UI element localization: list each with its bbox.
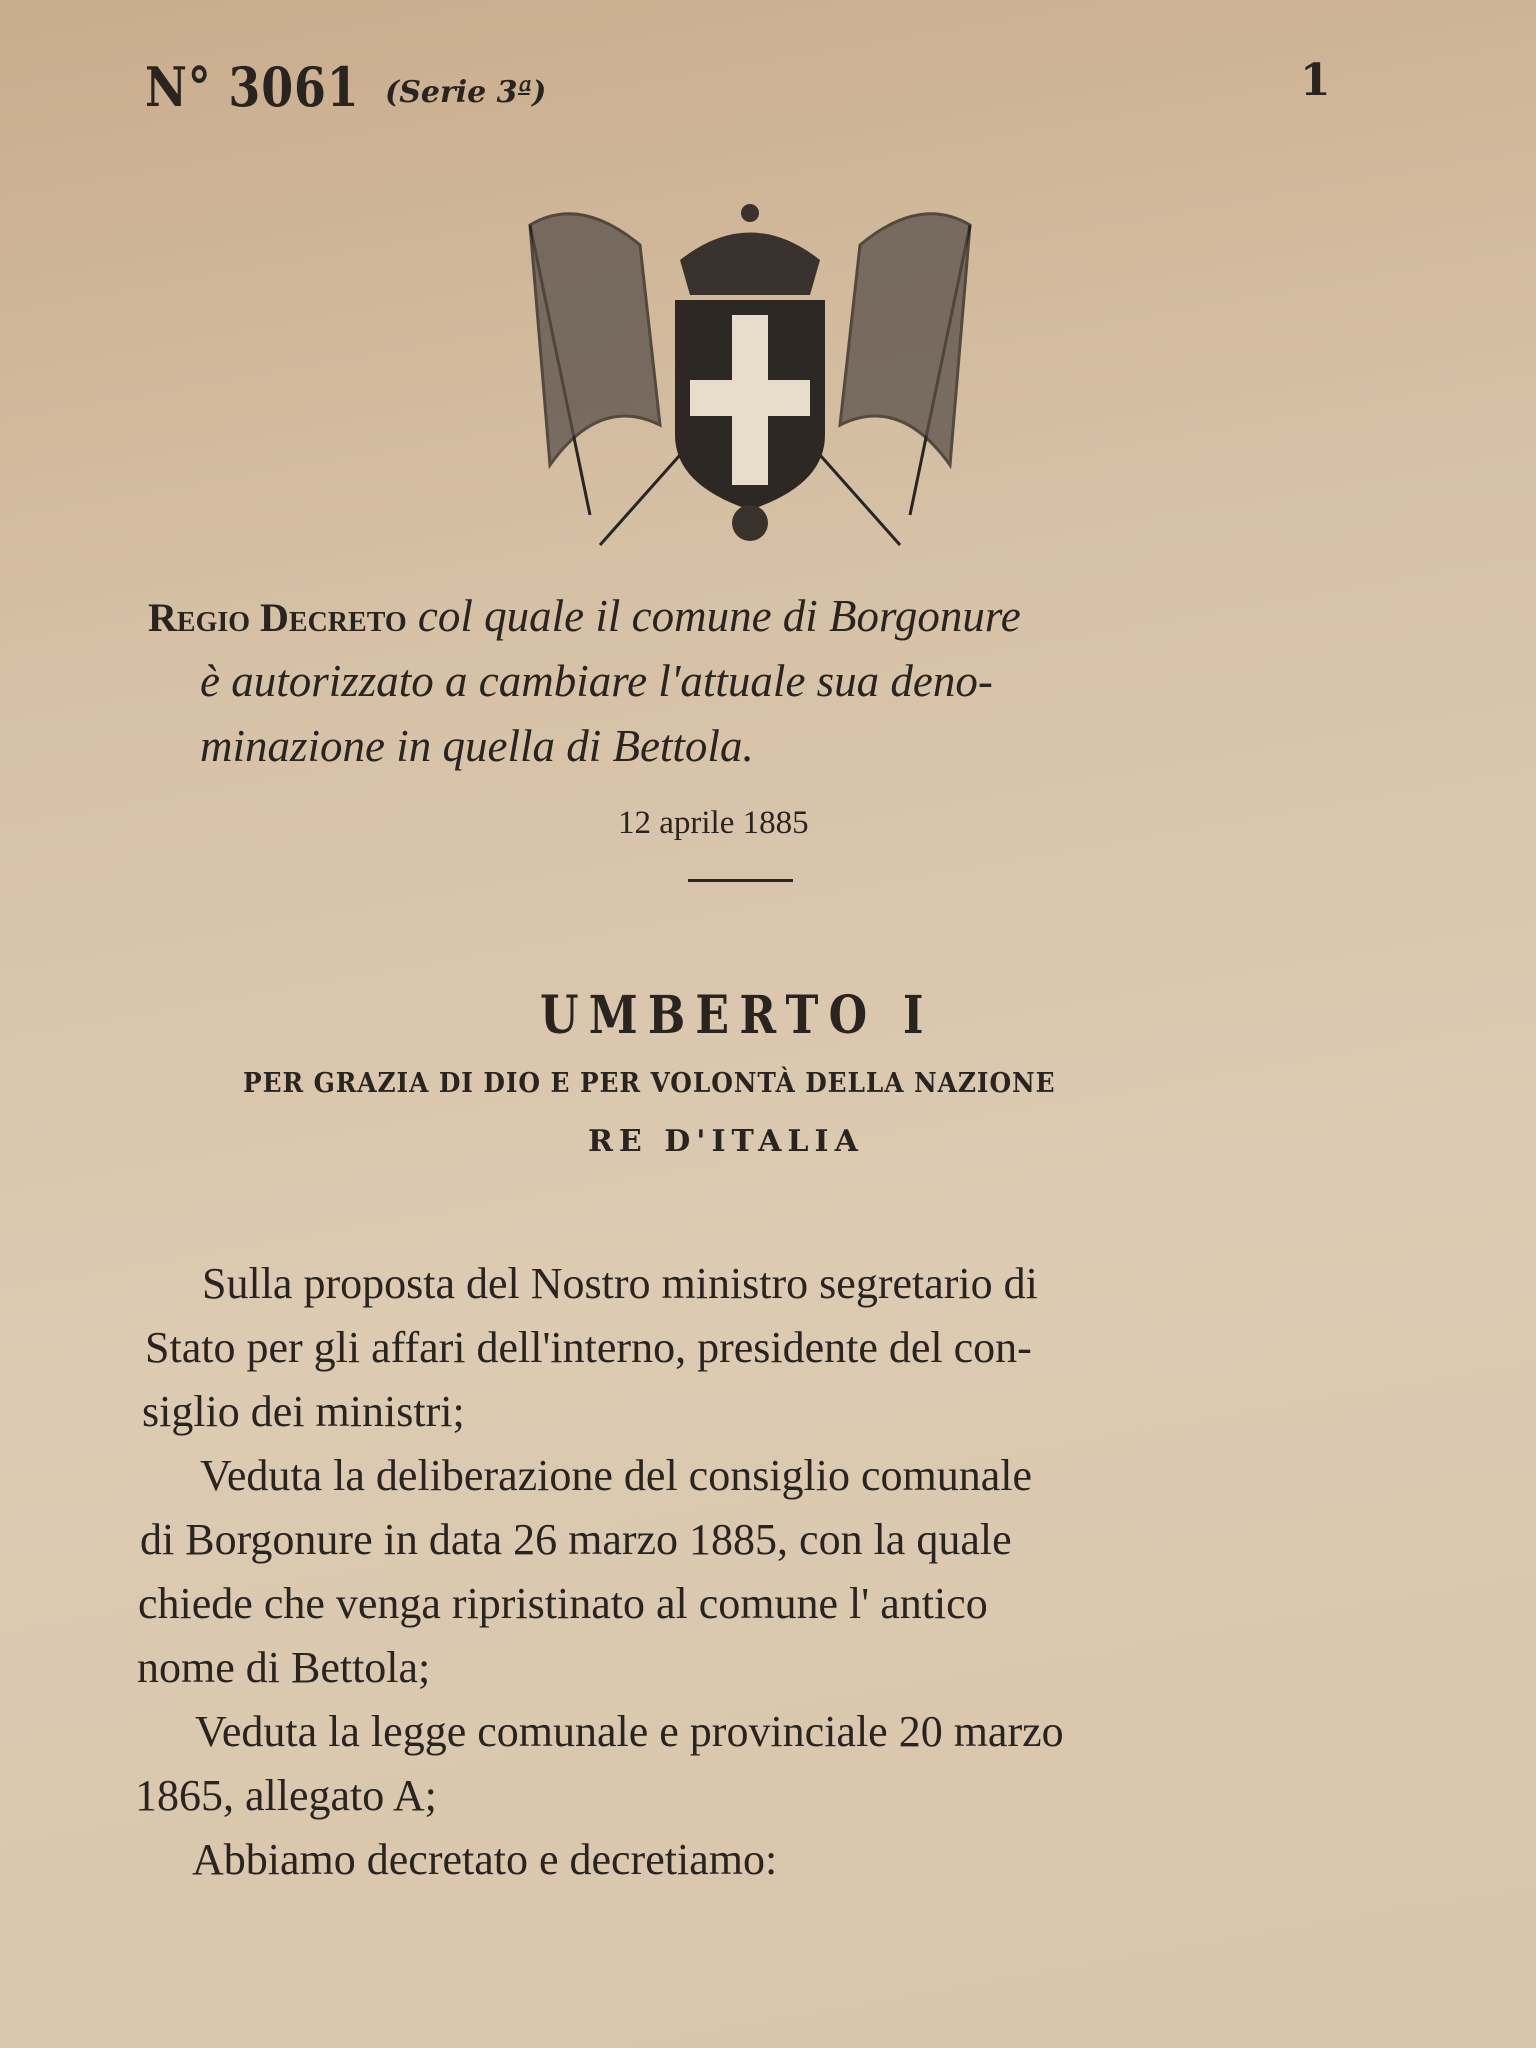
title-line-1 (148, 590, 1021, 642)
sovereign-formula: PER GRAZIA DI DIO E PER VOLONTÀ DELLA NAZIONE (243, 1068, 1056, 1099)
body-line: 1865, allegato A; (135, 1771, 437, 1820)
body-line: Sulla proposta del Nostro ministro segretario di (202, 1259, 1038, 1308)
body-line: Veduta la deliberazione del consiglio comunale (200, 1451, 1033, 1500)
body-line: chiede che venga ripristinato al comune l' antico (138, 1579, 988, 1628)
body-line: nome di Bettola; (137, 1643, 431, 1692)
page-number: 1 (1300, 55, 1331, 106)
crown-icon (680, 204, 820, 295)
body-line: Abbiamo decretato e decretiamo: (192, 1835, 778, 1884)
body-line: Stato per gli affari dell'interno, presidente del con- (145, 1323, 1032, 1372)
decree-number: N° 3061 (145, 55, 360, 119)
decree-date: 12 aprile 1885 (618, 805, 809, 841)
title-decree-label: Regio Decreto (148, 595, 407, 640)
sovereign-name: UMBERTO I (540, 985, 934, 1046)
title-text: col quale il comune di Borgonure (406, 591, 1021, 641)
body-line: Veduta la legge comunale e provinciale 20 marzo (195, 1707, 1064, 1756)
title-line-2: è autorizzato a cambiare l'attuale sua deno- (200, 656, 993, 706)
title-line-3: minazione in quella di Bettola. (200, 721, 754, 771)
sovereign-title: RE D'ITALIA (588, 1124, 864, 1159)
body-line: di Borgonure in data 26 marzo 1885, con la quale (140, 1515, 1012, 1564)
body-line: siglio dei ministri; (142, 1387, 465, 1436)
series-label: (Serie 3ª) (385, 75, 547, 110)
royal-coat-of-arms (500, 165, 1000, 559)
divider (688, 879, 793, 882)
